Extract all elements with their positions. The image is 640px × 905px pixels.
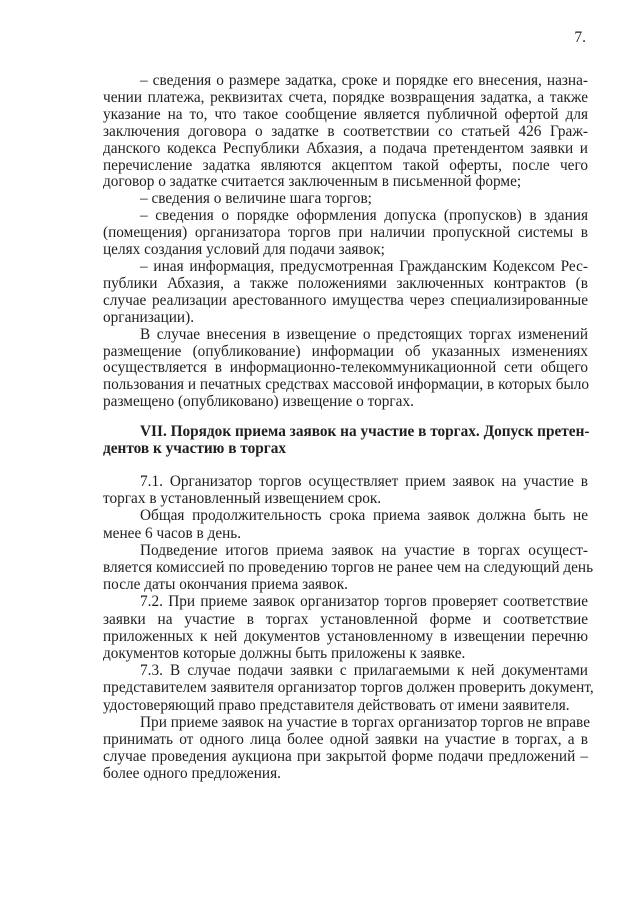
paragraph bbox=[103, 473, 588, 507]
paragraph bbox=[103, 593, 588, 662]
text-line: 7.2. При приеме заявок организатор торгов проверяет соответствие bbox=[140, 593, 588, 611]
text-line: – сведения о величине шага торгов; bbox=[140, 190, 372, 208]
text-line: Общая продолжительность срока приема заявок должна быть не bbox=[140, 507, 588, 525]
text-line: организации). bbox=[103, 308, 195, 326]
text-line: дентов к участию в торгах bbox=[103, 440, 286, 457]
text-line: вляется комиссией по проведению торгов не ранее чем на следующий день bbox=[103, 559, 594, 577]
paragraph bbox=[103, 327, 588, 412]
paragraph bbox=[103, 507, 588, 541]
text-line: случае проведения аукциона при закрытой форме подачи предложений – bbox=[103, 748, 588, 766]
section-vi-body bbox=[103, 73, 588, 411]
text-line: документов которые должны быть приложены к заявке. bbox=[103, 645, 466, 663]
text-line: VII. Порядок приема заявок на участие в торгах. Допуск претен- bbox=[140, 423, 590, 440]
text-line: (помещения) организатора торгов при наличии пропускной системы в bbox=[103, 224, 588, 242]
paragraph bbox=[103, 714, 588, 783]
text-line: более одного предложения. bbox=[103, 765, 281, 783]
paragraph bbox=[103, 208, 588, 259]
text-line: заключения договора о задатке в соответствии со статьей 426 Граж- bbox=[103, 122, 588, 140]
paragraph bbox=[103, 191, 588, 208]
text-line: представителем заявителя организатор торгов должен проверить документ, bbox=[103, 679, 594, 697]
section-vii-body bbox=[103, 473, 594, 783]
text-line: 7.1. Организатор торгов осуществляет прием заявок на участие в bbox=[140, 473, 588, 490]
text-line: осуществляется в информационно-телекоммуникационной сети общего bbox=[103, 359, 588, 377]
paragraph bbox=[103, 259, 588, 327]
text-line: принимать от одного лица более одной заявки на участие в торгах, а в bbox=[103, 731, 588, 749]
text-line: – иная информация, предусмотренная Гражданским Кодексом Рес- bbox=[140, 257, 588, 275]
paragraph bbox=[103, 423, 588, 457]
paragraph bbox=[103, 73, 588, 191]
text-line: удостоверяющий право представителя действовать от имени заявителя. bbox=[103, 696, 570, 714]
text-line: чении платежа, реквизитах счета, порядке возвращения задатка, а также bbox=[103, 88, 588, 106]
section-vii-heading bbox=[103, 423, 588, 457]
text-line: размещено (опубликовано) извещение о торгах. bbox=[103, 393, 414, 411]
text-line: – сведения о размере задатка, сроке и порядке его внесения, назна- bbox=[140, 72, 588, 89]
text-line: размещение (опубликование) информации об указанных изменениях bbox=[103, 342, 588, 360]
page-number: 7. bbox=[574, 29, 586, 46]
text-line: после даты окончания приема заявок. bbox=[103, 576, 348, 594]
text-line: 7.3. В случае подачи заявки с прилагаемыми к ней документами bbox=[140, 662, 588, 680]
text-line: перечисление задатка являются акцептом такой оферты, после чего bbox=[103, 156, 588, 174]
text-line: – сведения о порядке оформления допуска (пропусков) в здания bbox=[140, 207, 588, 225]
text-line: При приеме заявок на участие в торгах организатор торгов не вправе bbox=[140, 713, 590, 731]
text-line: целях создания условий для подачи заявок; bbox=[103, 241, 385, 259]
text-line: В случае внесения в извещение о предстоящих торгах изменений bbox=[140, 325, 588, 343]
paragraph bbox=[103, 541, 594, 594]
text-line: договор о задатке считается заключенным в письменной форме; bbox=[103, 173, 522, 191]
text-line: Подведение итогов приема заявок на участие в торгах осущест- bbox=[140, 541, 588, 559]
text-line: данского кодекса Республики Абхазия, а подача претендентом заявки и bbox=[103, 139, 588, 157]
text-line: случае реализации арестованного имущества через специализированные bbox=[103, 291, 588, 309]
text-line: публики Абхазия, а также положениями заключенных контрактов (в bbox=[103, 274, 588, 292]
text-line: указание на то, что такое сообщение является публичной офертой для bbox=[103, 105, 588, 123]
text-line: торгах в установленный извещением срок. bbox=[103, 490, 382, 508]
text-line: заявки на участие в торгах установленной форме и соответствие bbox=[103, 610, 588, 628]
text-line: менее 6 часов в день. bbox=[103, 524, 242, 542]
paragraph bbox=[103, 662, 594, 714]
text-line: приложенных к ней документов установленному в извещении перечню bbox=[103, 627, 588, 645]
text-line: пользования и печатных средствах массовой информации, в которых было bbox=[103, 376, 590, 394]
